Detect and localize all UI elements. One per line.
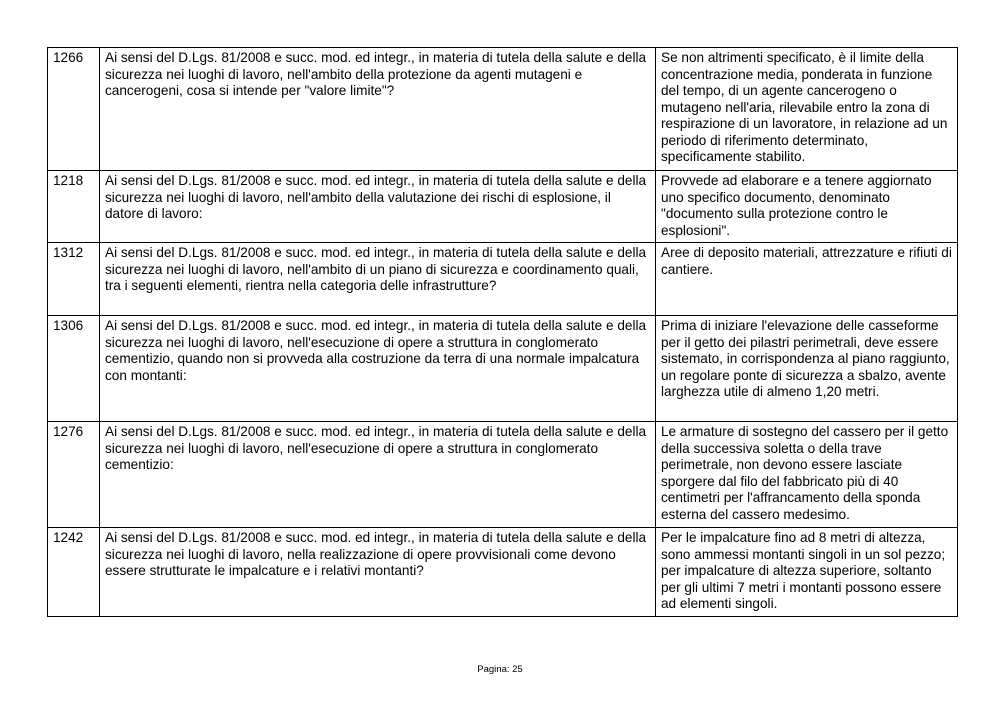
question-text: Ai sensi del D.Lgs. 81/2008 e succ. mod. ed integr., in materia di tutela della salute e della sicurezza nei luoghi di lavoro, nell'esecuzione di opere a struttura in conglomerato cementizio, quando non si provveda alla costruzione da terra di una normale impalcatura con montanti: [100,316,656,422]
table-row [48,422,958,528]
question-text: Ai sensi del D.Lgs. 81/2008 e succ. mod. ed integr., in materia di tutela della salute e della sicurezza nei luoghi di lavoro, nell'ambito di un piano di sicurezza e coordinamento quali, tra i seguenti elementi, rientra nella categoria delle infrastrutture? [100,243,656,316]
answer-text: Per le impalcature fino ad 8 metri di altezza, sono ammessi montanti singoli in un sol pezzo; per impalcature di altezza superiore, soltanto per gli ultimi 7 metri i montanti possono essere ad elementi singoli. [656,528,958,617]
question-table [47,47,958,617]
answer-text: Provvede ad elaborare e a tenere aggiornato uno specifico documento, denominato "documento sulla protezione contro le esplosioni". [656,171,958,243]
question-id: 1312 [48,243,100,316]
table-row [48,171,958,243]
question-text: Ai sensi del D.Lgs. 81/2008 e succ. mod. ed integr., in materia di tutela della salute e della sicurezza nei luoghi di lavoro, nella realizzazione di opere provvisionali come devono essere strutturate le impalcature e i relativi montanti? [100,528,656,617]
question-id: 1306 [48,316,100,422]
question-id: 1266 [48,48,100,171]
answer-text: Le armature di sostegno del cassero per il getto della successiva soletta o della trave perimetrale, non devono essere lasciate sporgere dal filo del fabbricato più di 40 centimetri per l'affrancamento della sponda esterna del cassero medesimo. [656,422,958,528]
question-text: Ai sensi del D.Lgs. 81/2008 e succ. mod. ed integr., in materia di tutela della salute e della sicurezza nei luoghi di lavoro, nell'esecuzione di opere a struttura in conglomerato cementizio: [100,422,656,528]
page-number: Pagina: 25 [477,664,523,675]
answer-text: Se non altrimenti specificato, è il limite della concentrazione media, ponderata in funzione del tempo, di un agente cancerogeno o mutageno nell'aria, rilevabile entro la zona di respirazione di un lavoratore, in relazione ad un periodo di riferimento determinato, specificamente stabilito. [656,48,958,171]
question-id: 1218 [48,171,100,243]
answer-text: Aree di deposito materiali, attrezzature e rifiuti di cantiere. [656,243,958,316]
table-row [48,48,958,171]
table-row [48,316,958,422]
question-id: 1242 [48,528,100,617]
question-text: Ai sensi del D.Lgs. 81/2008 e succ. mod. ed integr., in materia di tutela della salute e della sicurezza nei luoghi di lavoro, nell'ambito della protezione da agenti mutageni e cancerogeni, cosa si intende per "valore limite"? [100,48,656,171]
table-row [48,528,958,617]
question-id: 1276 [48,422,100,528]
table-row [48,243,958,316]
question-text: Ai sensi del D.Lgs. 81/2008 e succ. mod. ed integr., in materia di tutela della salute e della sicurezza nei luoghi di lavoro, nell'ambito della valutazione dei rischi di esplosione, il datore di lavoro: [100,171,656,243]
answer-text: Prima di iniziare l'elevazione delle casseforme per il getto dei pilastri perimetrali, deve essere sistemato, in corrispondenza al piano raggiunto, un regolare ponte di sicurezza a sbalzo, avente larghezza utile di almeno 1,20 metri. [656,316,958,422]
